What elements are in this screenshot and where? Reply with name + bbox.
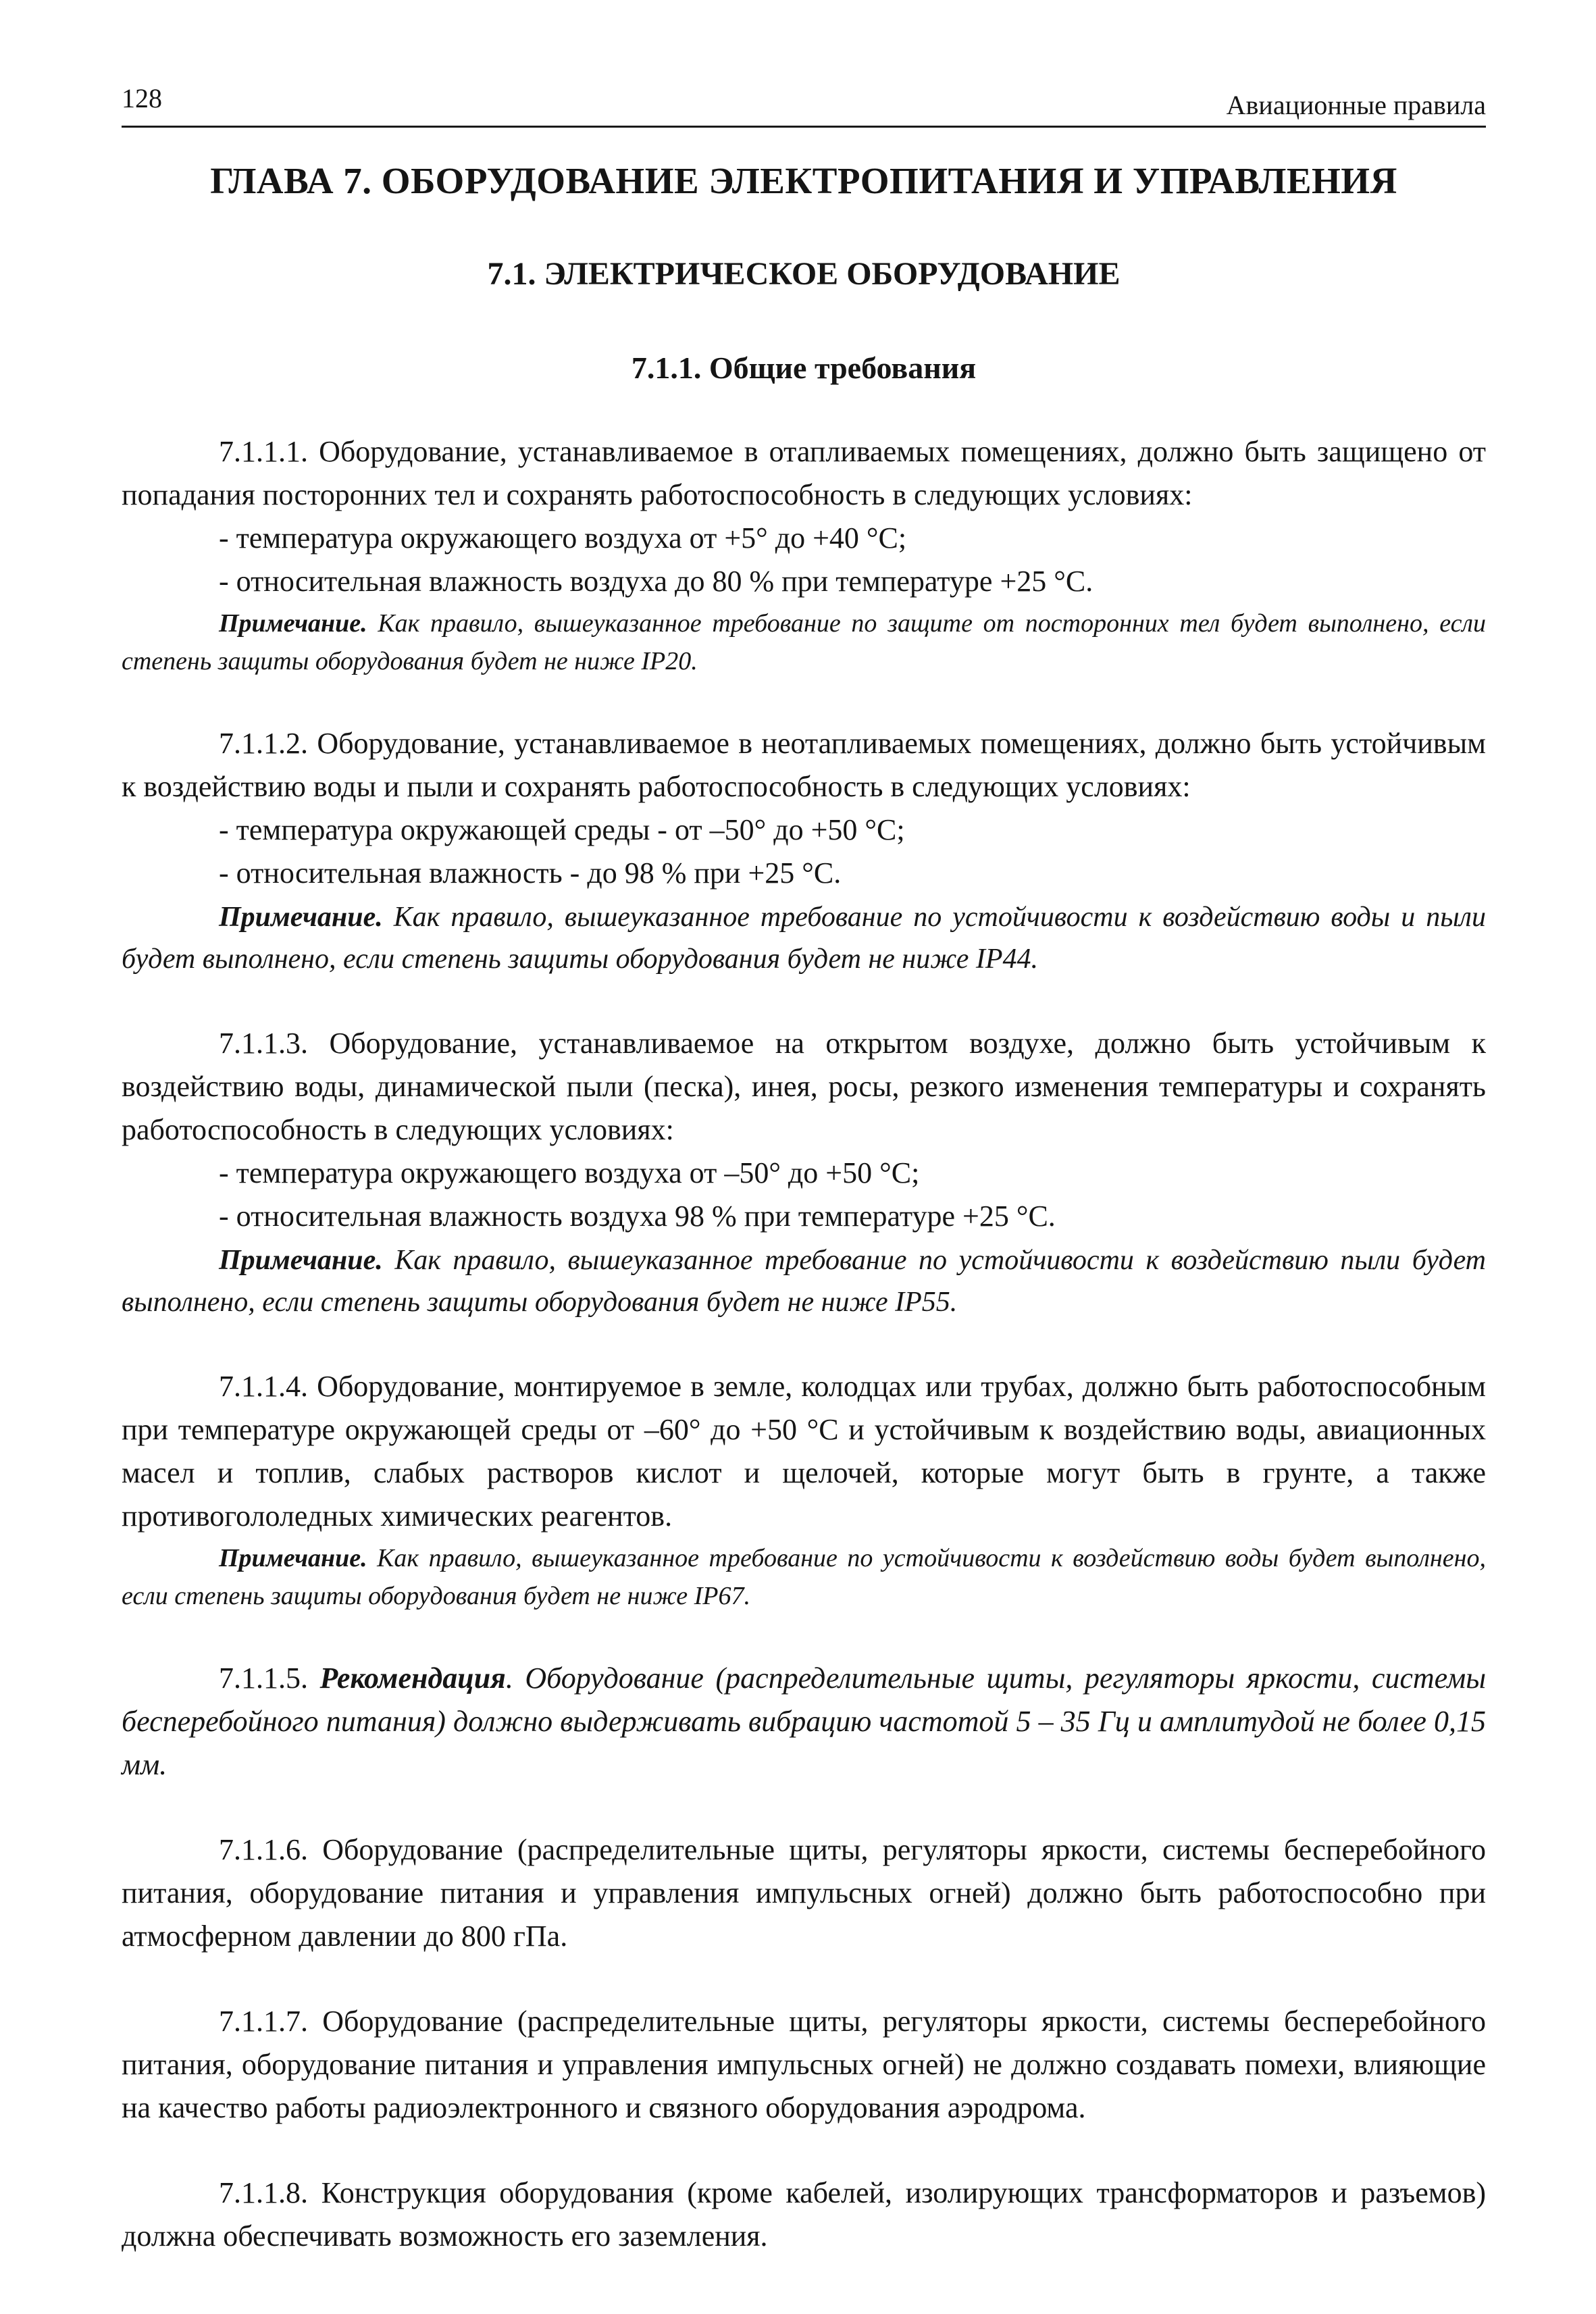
clause-7-1-1-8: [122, 2171, 1486, 2258]
page-number: 128: [122, 83, 162, 113]
chapter-title: ГЛАВА 7. ОБОРУДОВАНИЕ ЭЛЕКТРОПИТАНИЯ И УПРАВЛЕНИЯ: [210, 160, 1397, 201]
condition-item: - температура окружающей среды - от –50° до +50 °С;: [219, 813, 905, 846]
clause-7-1-1-7: [122, 2000, 1486, 2130]
note: [122, 1239, 1486, 1323]
note-text: Как правило, вышеуказанное требование по устойчивости к воздействию воды будет выполнено, если степень защиты оборудования будет не ниже IP67.: [122, 1544, 1486, 1610]
note-text: Как правило, вышеуказанное требование по устойчивости к воздействию воды и пыли будет выполнено, если степень защиты оборудования будет не ниже IP44.: [122, 902, 1487, 975]
condition-list: [122, 808, 1486, 895]
clause-7-1-1-6: [122, 1828, 1486, 1958]
subsection-title: 7.1.1. Общие требования: [631, 351, 977, 385]
condition-item: - относительная влажность воздуха 98 % при температуре +25 °С.: [219, 1200, 1056, 1233]
clause-text: 7.1.1.6. Оборудование (распределительные щиты, регуляторы яркости, системы бесперебойного питания, оборудование питания и управления импульсных огней) должно быть работоспособно при атмосферном давлении до 800 гПа.: [122, 1833, 1486, 1953]
clause-7-1-1-5: [122, 1657, 1486, 1786]
section-title: 7.1. ЭЛЕКТРИЧЕСКОЕ ОБОРУДОВАНИЕ: [487, 256, 1121, 292]
note: [122, 896, 1486, 980]
condition-list: [122, 517, 1486, 603]
clause-text: 7.1.1.8. Конструкция оборудования (кроме кабелей, изолирующих трансформаторов и разъемов) должна обеспечивать возможность его заземления.: [122, 2176, 1486, 2253]
running-title: Авиационные правила: [1226, 90, 1486, 120]
note-label: Примечание.: [219, 902, 383, 933]
clause-text: 7.1.1.7. Оборудование (распределительные щиты, регуляторы яркости, системы бесперебойного питания, оборудование питания и управления импульсных огней) не должно создавать помехи, влияющие на качество работы радиоэлектронного и связного оборудования аэродрома.: [122, 2005, 1486, 2124]
clause-7-1-1-3: [122, 1022, 1486, 1323]
clause-number: 7.1.1.5.: [219, 1662, 308, 1695]
condition-item: - температура окружающего воздуха от –50° до +50 °С;: [219, 1156, 920, 1189]
clause-7-1-1-4: [122, 1365, 1486, 1615]
note-text: Как правило, вышеуказанное требование по устойчивости к воздействию пыли будет выполнено, если степень защиты оборудования будет не ниже IP55.: [122, 1245, 1486, 1318]
note: [122, 1539, 1486, 1615]
clause-text: [122, 1657, 1486, 1786]
running-header: [122, 68, 1486, 128]
clause-7-1-1-1: [122, 430, 1486, 680]
document-page: [122, 68, 1486, 2258]
clause-7-1-1-2: [122, 722, 1486, 980]
condition-list: [122, 1152, 1486, 1238]
clause-text: 7.1.1.2. Оборудование, устанавливаемое в неотапливаемых помещениях, должно быть устойчивым к воздействию воды и пыли и сохранять работоспособность в следующих условиях:: [122, 727, 1486, 803]
note-label: Примечание.: [219, 1245, 383, 1276]
condition-item: - относительная влажность - до 98 % при +25 °С.: [219, 856, 842, 890]
condition-item: - температура окружающего воздуха от +5° до +40 °С;: [219, 521, 907, 555]
note: [122, 605, 1486, 680]
condition-item: - относительная влажность воздуха до 80 % при температуре +25 °С.: [219, 565, 1093, 598]
note-label: Примечание.: [219, 609, 367, 638]
note-label: Примечание.: [219, 1544, 367, 1572]
recommendation-text: . Оборудование (распределительные щиты, регуляторы яркости, системы бесперебойного питания) должно выдерживать вибрацию частотой 5 – 35 Гц и амплитудой не более 0,15 мм.: [122, 1662, 1486, 1781]
clause-text: 7.1.1.4. Оборудование, монтируемое в земле, колодцах или трубах, должно быть работоспособным при температуре окружающей среды от –60° до +50 °С и устойчивым к воздействию воды, авиационных масел и топлив, слабых растворов кислот и щелочей, которые могут быть в грунте, а также противогололедных химических реагентов.: [122, 1370, 1486, 1533]
clause-text: 7.1.1.1. Оборудование, устанавливаемое в отапливаемых помещениях, должно быть защищено от попадания посторонних тел и сохранять работоспособность в следующих условиях:: [122, 435, 1486, 511]
recommendation-label: Рекомендация: [319, 1662, 506, 1695]
note-text: Как правило, вышеуказанное требование по защите от посторонних тел будет выполнено, если степень защиты оборудования будет не ниже IP20.: [122, 609, 1486, 675]
clause-text: 7.1.1.3. Оборудование, устанавливаемое на открытом воздухе, должно быть устойчивым к воздействию воды, динамической пыли (песка), инея, росы, резкого изменения температуры и сохранять работоспособность в следующих условиях:: [122, 1027, 1486, 1146]
